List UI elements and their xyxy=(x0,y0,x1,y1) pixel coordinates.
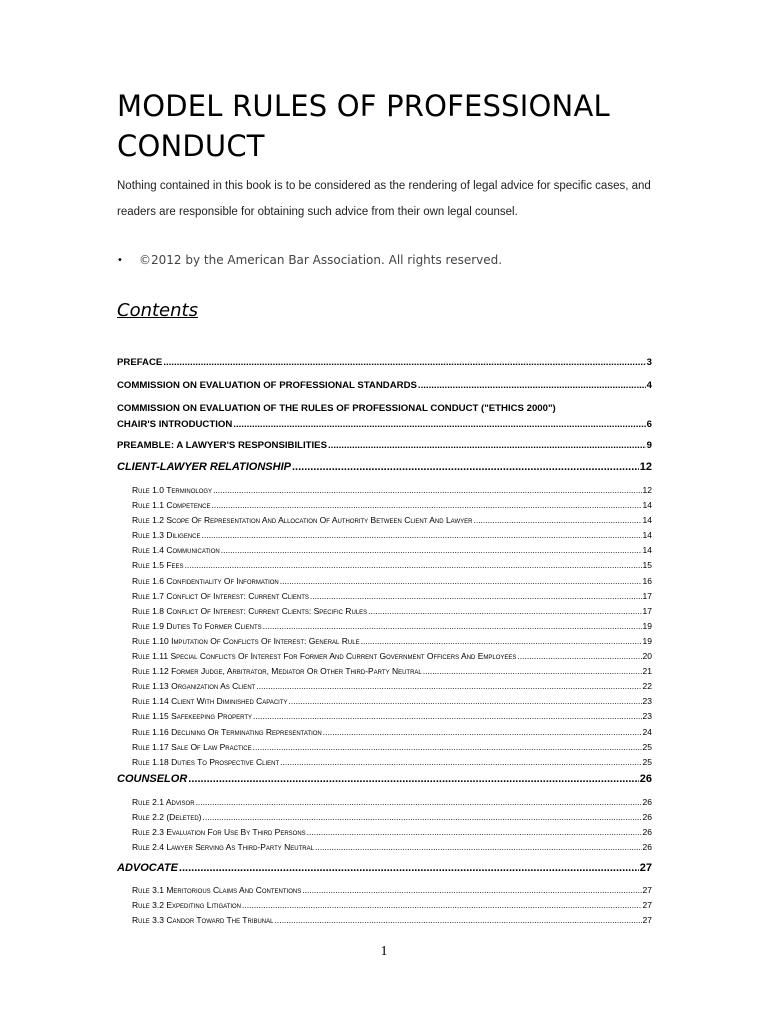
toc-leader xyxy=(423,664,642,679)
toc-leader xyxy=(263,619,642,634)
toc-page: 14 xyxy=(642,530,652,541)
toc-leader xyxy=(315,840,642,855)
toc-label: Rule 1.0 Terminology xyxy=(132,485,213,495)
toc-leader xyxy=(253,740,642,755)
toc-label: Rule 1.9 Duties To Former Clients xyxy=(132,620,262,631)
toc-label: PREAMBLE: A LAWYER'S RESPONSIBILITIES xyxy=(117,440,327,451)
toc-leader xyxy=(328,436,646,456)
toc-page: 14 xyxy=(642,545,652,556)
toc-page: 12 xyxy=(642,485,652,495)
toc-label: Rule 2.1 Advisor xyxy=(132,797,195,807)
toc-rule-entry[interactable] xyxy=(117,883,652,898)
toc-label: Rule 1.12 Former Judge, Arbitrator, Mediator Or Other Third-Party Neutral xyxy=(132,666,422,677)
legal-disclaimer: Nothing contained in this book is to be considered as the rendering of legal advice for specific cases, and readers are responsible for obtaining such advice from their own legal counsel. xyxy=(117,180,651,218)
toc-page: 19 xyxy=(642,635,652,646)
toc-leader xyxy=(323,725,642,740)
toc-rule-entry[interactable] xyxy=(117,840,652,855)
toc-section-client-lawyer[interactable] xyxy=(117,456,652,478)
toc-label: ADVOCATE xyxy=(117,862,178,874)
toc-page: 23 xyxy=(642,711,652,722)
toc-section1-rules xyxy=(117,483,652,770)
toc-label: Rule 2.4 Lawyer Serving As Third-Party Neutral xyxy=(132,842,314,853)
bullet-icon: • xyxy=(117,254,123,266)
toc-leader xyxy=(368,604,641,619)
toc-label: Rule 1.2 Scope Of Representation And Allocation Of Authority Between Client And Lawyer xyxy=(132,515,473,526)
toc-commission-standards[interactable] xyxy=(117,376,652,396)
toc-page: 19 xyxy=(642,620,652,631)
toc-rule-entry[interactable] xyxy=(117,725,652,740)
toc-leader xyxy=(242,898,642,913)
toc-rule-entry[interactable] xyxy=(117,634,652,649)
toc-page: 27 xyxy=(639,862,652,874)
toc-page: 17 xyxy=(642,605,652,616)
toc-section-advocate[interactable] xyxy=(117,857,652,879)
toc-rule-entry[interactable] xyxy=(117,589,652,604)
toc-label: Rule 1.1 Competence xyxy=(132,500,211,511)
toc-rule-entry[interactable] xyxy=(117,528,652,543)
toc-label: Rule 1.17 Sale Of Law Practice xyxy=(132,741,252,752)
toc-rule-entry[interactable] xyxy=(117,543,652,558)
toc-leader xyxy=(517,649,641,664)
toc-rule-entry[interactable] xyxy=(117,795,652,810)
toc-leader xyxy=(310,589,642,604)
toc-page: 25 xyxy=(642,756,652,767)
toc-rule-entry[interactable] xyxy=(117,913,652,928)
toc-leader xyxy=(253,709,642,724)
toc-label: Rule 1.11 Special Conflicts Of Interest For Former And Current Government Officers And Employees xyxy=(132,651,517,662)
toc-leader xyxy=(302,883,641,898)
toc-leader xyxy=(202,528,642,543)
toc-label: Rule 1.4 Communication xyxy=(132,545,220,556)
toc-page: 3 xyxy=(646,357,652,368)
toc-leader xyxy=(185,558,642,573)
toc-label: Rule 1.5 Fees xyxy=(132,560,184,571)
toc-rule-entry[interactable] xyxy=(117,649,652,664)
toc-page: 14 xyxy=(642,500,652,511)
toc-label: Rule 3.1 Meritorious Claims And Contentions xyxy=(132,885,302,895)
toc-label: PREFACE xyxy=(117,357,163,368)
toc-page: 17 xyxy=(642,590,652,601)
toc-label: CHAIR'S INTRODUCTION xyxy=(117,419,233,430)
toc-page: 4 xyxy=(646,380,652,391)
toc-page: 26 xyxy=(642,812,652,823)
contents-heading: Contents xyxy=(117,300,198,321)
toc-label: Rule 1.15 Safekeeping Property xyxy=(132,711,253,722)
toc-page: 26 xyxy=(642,842,652,853)
toc-label: Rule 1.8 Conflict Of Interest: Current Clients: Specific Rules xyxy=(132,605,368,616)
toc-leader xyxy=(256,679,641,694)
toc-label: Rule 2.3 Evaluation For Use By Third Persons xyxy=(132,827,306,838)
toc-page: 16 xyxy=(642,575,652,586)
toc-leader xyxy=(292,456,639,478)
toc-label: Rule 3.3 Candor Toward The Tribunal xyxy=(132,915,274,926)
toc-leader xyxy=(179,857,639,879)
toc-leader xyxy=(274,913,641,928)
toc-label: Rule 1.6 Confidentiality Of Information xyxy=(132,575,279,586)
copyright-text: ©2012 by the American Bar Association. All rights reserved. xyxy=(139,253,503,267)
toc-page: 26 xyxy=(642,827,652,838)
toc-leader xyxy=(212,498,642,513)
toc-section2-rules xyxy=(117,795,652,855)
toc-rule-entry[interactable] xyxy=(117,498,652,513)
toc-leader xyxy=(221,543,642,558)
toc-label: COUNSELOR xyxy=(117,773,188,785)
toc-page: 23 xyxy=(642,696,652,707)
toc-rule-entry[interactable] xyxy=(117,513,652,528)
toc-leader xyxy=(203,810,642,825)
toc-section-counselor[interactable] xyxy=(117,768,652,790)
toc-page: 27 xyxy=(642,900,652,911)
toc-label: Rule 1.13 Organization As Client xyxy=(132,681,256,692)
toc-rule-entry[interactable] xyxy=(117,694,652,709)
copyright-line xyxy=(117,253,677,267)
toc-label: Rule 1.16 Declining Or Terminating Representation xyxy=(132,726,322,737)
toc-page: 15 xyxy=(642,560,652,571)
toc-label: Rule 1.7 Conflict Of Interest: Current Clients xyxy=(132,590,309,601)
toc-label: Rule 1.10 Imputation Of Conflicts Of Interest: General Rule xyxy=(132,635,360,646)
toc-page: 24 xyxy=(642,726,652,737)
toc-label-line-1: COMMISSION ON EVALUATION OF THE RULES OF PROFESSIONAL CONDUCT ("ETHICS 2000") xyxy=(117,403,556,414)
toc-page: 26 xyxy=(639,773,652,785)
toc-label: COMMISSION ON EVALUATION OF PROFESSIONAL STANDARDS xyxy=(117,380,417,391)
toc-page: 20 xyxy=(642,651,652,662)
toc-leader xyxy=(163,353,645,373)
toc-preamble[interactable] xyxy=(117,436,652,456)
title-line-2: CONDUCT xyxy=(117,129,265,163)
toc-leader xyxy=(289,694,642,709)
toc-leader xyxy=(361,634,642,649)
toc-leader xyxy=(233,418,645,432)
toc-label: Rule 3.2 Expediting Litigation xyxy=(132,900,242,911)
toc-page: 27 xyxy=(642,885,652,895)
toc-leader xyxy=(473,513,641,528)
toc-label: Rule 1.18 Duties To Prospective Client xyxy=(132,756,280,767)
toc-page: 6 xyxy=(646,419,652,430)
toc-page: 9 xyxy=(646,440,652,451)
toc-rule-entry[interactable] xyxy=(117,604,652,619)
toc-label: Rule 1.3 Diligence xyxy=(132,530,201,541)
page-number: 1 xyxy=(380,944,388,959)
toc-page: 22 xyxy=(642,681,652,692)
toc-rule-entry[interactable] xyxy=(117,709,652,724)
toc-leader xyxy=(418,376,646,396)
toc-label: Rule 1.14 Client With Diminished Capacity xyxy=(132,696,288,707)
toc-rule-entry[interactable] xyxy=(117,574,652,589)
toc-preface[interactable] xyxy=(117,353,652,373)
toc-rule-entry[interactable] xyxy=(117,664,652,679)
toc-page: 26 xyxy=(642,797,652,807)
toc-leader xyxy=(188,768,638,790)
toc-rule-entry[interactable] xyxy=(117,810,652,825)
toc-leader xyxy=(307,825,642,840)
toc-commission-ethics[interactable] xyxy=(117,402,652,432)
toc-label: CLIENT-LAWYER RELATIONSHIP xyxy=(117,461,291,473)
toc-leader xyxy=(196,795,642,810)
toc-rule-entry[interactable] xyxy=(117,679,652,694)
toc-leader xyxy=(280,574,642,589)
toc-section3-rules xyxy=(117,883,652,928)
toc-page: 25 xyxy=(642,741,652,752)
toc-rule-entry[interactable] xyxy=(117,483,652,498)
toc-rule-entry[interactable] xyxy=(117,740,652,755)
toc-rule-entry[interactable] xyxy=(117,619,652,634)
title-line-1: MODEL RULES OF PROFESSIONAL xyxy=(117,89,610,123)
toc-rule-entry[interactable] xyxy=(117,825,652,840)
document-title xyxy=(117,86,677,166)
toc-rule-entry[interactable] xyxy=(117,898,652,913)
toc-label: Rule 2.2 (Deleted) xyxy=(132,812,202,823)
toc-page: 12 xyxy=(639,461,652,473)
toc-page: 21 xyxy=(642,666,652,677)
toc-leader xyxy=(213,483,641,498)
toc-page: 27 xyxy=(642,915,652,926)
toc-page: 14 xyxy=(642,515,652,526)
toc-rule-entry[interactable] xyxy=(117,558,652,573)
